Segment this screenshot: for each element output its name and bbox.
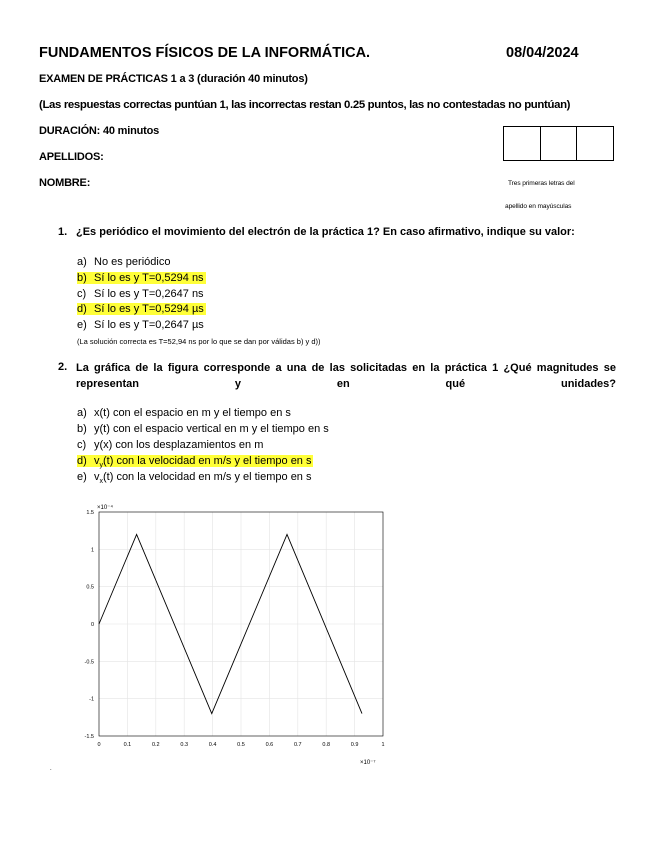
- option-label: d): [77, 303, 87, 315]
- q2-option-c[interactable]: [77, 439, 263, 451]
- x-tick-labels: [97, 742, 384, 748]
- q1-solution-note: (La solución correcta es T=52,94 ns por lo que se dan por válidas b) y d)): [77, 337, 321, 346]
- x-tick-label: 0.9: [350, 742, 359, 748]
- q1-text: ¿Es periódico el movimiento del electrón de la práctica 1? En caso afirmativo, indique su valor:: [76, 226, 575, 238]
- y-tick-label: 1.5: [86, 510, 94, 516]
- option-var: v: [94, 455, 100, 467]
- x-tick-label: 0.1: [123, 742, 132, 748]
- y-tick-label: 0.5: [86, 584, 94, 591]
- exam-date: 08/04/2024: [506, 45, 579, 61]
- option-label: a): [77, 256, 87, 268]
- y-tick-label: -1.5: [84, 734, 94, 740]
- x-tick-label: 0.5: [237, 742, 245, 748]
- option-text: No es periódico: [94, 256, 171, 268]
- y-tick-label: 0: [90, 622, 94, 628]
- option-text: x(t) con el espacio en m y el tiempo en s: [94, 407, 291, 419]
- x-tick-label: 0.2: [151, 742, 160, 748]
- option-text: (t) con la velocidad en m/s y el tiempo en s: [103, 471, 312, 483]
- x-tick-label: 1: [381, 742, 385, 748]
- q2-text: La gráfica de la figura corresponde a una de las solicitadas en la práctica 1 ¿Qué magnitudes se representan y en qué unidades?: [76, 362, 616, 390]
- option-text: y(t) con el espacio vertical en m y el tiempo en s: [94, 423, 329, 435]
- velocity-chart: [50, 500, 400, 775]
- option-var-subscript: x: [99, 478, 103, 486]
- q1-option-b[interactable]: [77, 272, 206, 284]
- x-tick-label: 0.8: [322, 742, 331, 748]
- q1-number: 1.: [58, 226, 68, 238]
- option-label: b): [77, 272, 87, 284]
- option-text: Sí lo es y T=0,5294 µs: [94, 303, 204, 315]
- y-tick-labels: [85, 510, 94, 740]
- q2-number: 2.: [58, 361, 68, 373]
- q2-option-e[interactable]: [77, 471, 311, 485]
- initials-box-1[interactable]: [504, 127, 541, 160]
- y-tick-label: -1: [89, 696, 94, 703]
- option-text: y(x) con los desplazamientos en m: [94, 439, 264, 451]
- q1-option-a[interactable]: [77, 256, 170, 268]
- x-tick-label: 0: [97, 742, 101, 748]
- q2-option-d[interactable]: [77, 455, 313, 469]
- initials-boxes[interactable]: [503, 126, 614, 161]
- option-label: e): [77, 471, 87, 483]
- stray-mark: .: [50, 766, 52, 772]
- y-tick-label: 1: [90, 547, 94, 554]
- surname-label: APELLIDOS:: [39, 151, 104, 163]
- initials-caption-line1: Tres primeras letras del: [508, 180, 575, 187]
- q2-option-a[interactable]: [77, 407, 291, 419]
- option-text: Sí lo es y T=0,2647 µs: [94, 319, 204, 331]
- initials-box-2[interactable]: [541, 127, 578, 160]
- x-multiplier-label: ×10⁻⁷: [360, 760, 376, 766]
- q2-option-b[interactable]: [77, 423, 329, 435]
- q1-option-d[interactable]: [77, 303, 206, 315]
- name-label: NOMBRE:: [39, 177, 91, 189]
- initials-box-3[interactable]: [577, 127, 613, 160]
- option-label: c): [77, 288, 87, 300]
- option-label: c): [77, 439, 87, 451]
- exam-subtitle: EXAMEN DE PRÁCTICAS 1 a 3 (duración 40 minutos): [39, 73, 308, 85]
- option-text: (t) con la velocidad en m/s y el tiempo en s: [103, 455, 312, 467]
- scoring-rules: (Las respuestas correctas puntúan 1, las incorrectas restan 0.25 puntos, las no contestadas no puntúan): [39, 99, 571, 111]
- x-tick-label: 0.4: [208, 742, 217, 748]
- option-label: d): [77, 455, 87, 467]
- initials-caption-line2: apellido en mayúsculas: [505, 203, 572, 210]
- option-text: Sí lo es y T=0,2647 ns: [94, 288, 204, 300]
- duration-label: DURACIÓN: 40 minutos: [39, 125, 160, 137]
- y-multiplier-label: ×10⁻⁴: [97, 505, 113, 511]
- option-var: v: [94, 471, 100, 483]
- x-tick-label: 0.6: [265, 742, 274, 748]
- option-label: b): [77, 423, 87, 435]
- x-tick-label: 0.3: [180, 742, 189, 748]
- q1-option-e[interactable]: [77, 319, 204, 331]
- option-var-subscript: y: [99, 462, 103, 470]
- option-text: Sí lo es y T=0,5294 ns: [94, 272, 204, 284]
- option-label: a): [77, 407, 87, 419]
- y-tick-label: -0.5: [84, 659, 94, 666]
- x-tick-label: 0.7: [293, 742, 302, 748]
- option-label: e): [77, 319, 87, 331]
- q1-option-c[interactable]: [77, 288, 204, 300]
- exam-title: FUNDAMENTOS FÍSICOS DE LA INFORMÁTICA.: [39, 45, 371, 61]
